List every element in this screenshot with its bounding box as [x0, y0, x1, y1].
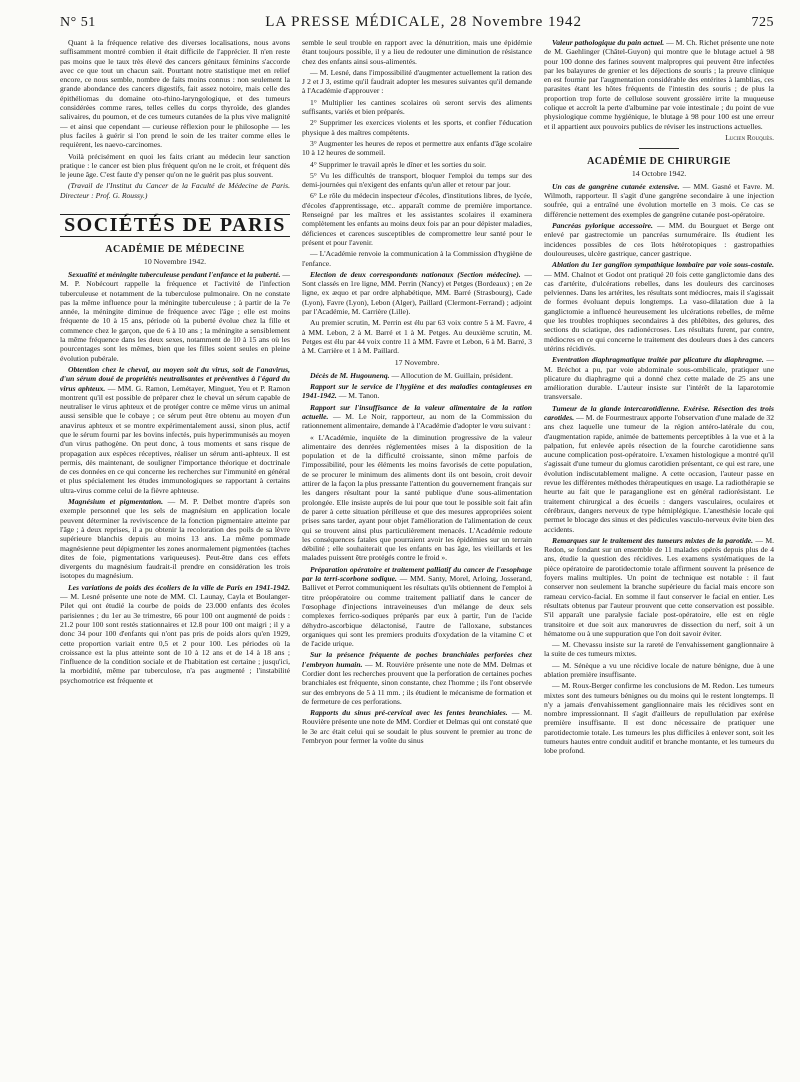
column-3: [544, 38, 774, 1078]
communication-text: — MM. G. Ramon, Lemétayer, Minguet, Yeu et P. Ramon montrent qu'il est possible de préparer chez le cheval un sérum capable de neutraliser le virus aphteux et de protéger contre ce même virus un animal aussi sensible que le cobaye ; ce sérum peut être obtenu au moyen d'un anavirus aphteux et se montre expérimentalement aussi, sinon plus, actif que le sérum fourni par les bovins infectés, puis hyperimmunisés au moyen d'un virus pathogène. On peut donc, à tous moments et sans risque de propagation aux espèces réceptives, réaliser un sérum anti-aphteux. Il est permis, dès maintenant, de souligner l'importance théorique et doctrinale de ces données en ce qui concerne les recherches sur l'immunité en général et plus spécialement les études immunologiques se rapportant à certains ultra-virus comme celui de la fièvre aphteuse.: [60, 383, 290, 495]
communication-title: Valeur pathologique du pain actuel.: [552, 38, 665, 47]
communication-text: — M. Bréchot a pu, par voie abdominale sous-ombilicale, pratiquer une plicature du diaphragme qui a donné chez cette malade de 25 ans une amélioration durable. L'auteur insiste sur l'intérêt de la laparotomie transversale.: [544, 355, 774, 402]
list-item: 1° Multiplier les cantines scolaires où seront servis des aliments suffisants, variés et bien préparés.: [302, 97, 532, 117]
communication-text: — Sont classés en 1re ligne, MM. Perrin (Nancy) et Petges (Bordeaux) ; en 2e ligne, ex æquo et par ordre alphabétique, MM. Barré (Strasbourg), Cade (Lyon), Favre (Lyon), Lebon (Alger), Paillard (Clermont-Ferrand) ; adjoint par l'Académie, M. Carrière (Lille).: [302, 269, 532, 317]
section-title: SOCIÉTÉS DE PARIS: [60, 214, 290, 237]
paragraph: — M. Sénèque a vu une récidive locale de nature bénigne, due à une ablation première insuffisante.: [544, 660, 774, 679]
communication: [544, 355, 774, 401]
communication: [302, 708, 532, 745]
quotation: « L'Académie, inquiète de la diminution progressive de la valeur alimentaire des denrées réglementées mises à la disposition de la population et de la difficulté croissante, sinon même parfois de l'impossibilité, pour les éléments les moins favorisés de cette population, de se procurer le minimum des aliments dont ils ont besoin, croit devoir attirer de la façon la plus pressante l'attention du gouvernement français sur les dangers résultant pour la santé publique d'une sous-alimentation prolongée. Elle insiste auprès de lui pour que tout le possible soit fait afin de parer à cette situation périlleuse et que des mesures appropriées soient prises sans tarder, ayant pour objet l'amélioration de l'alimentation de ceux qui se trouvent ainsi plus particulièrement menacés. L'Académie redoute les conséquences fatales que pourraient avoir les épidémies sur un terrain débilité ; elle souhaiterait que les enfants en bas âge, les vieillards et les malades puissent être protégés contre le froid ».: [302, 432, 532, 563]
credit-note: (Travail de l'Institut du Cancer de la Faculté de Médecine de Paris. Directeur : Prof. G. Roussy.): [60, 181, 290, 200]
communication: [544, 38, 774, 131]
list-item: 5° Vu les difficultés de transport, bloquer l'emploi du temps sur des demi-journées qui n'exigent des enfants qu'un aller et retour par jour.: [302, 170, 532, 190]
communication: [302, 650, 532, 706]
communication: [60, 365, 290, 495]
communication-text: — M. Redon, se fondant sur un ensemble de 11 malades opérés depuis plus de 4 ans, étudie la question des récidives. Les examens systématiques de la pièce opératoire de parotidectomie totale affirment souvent la présence de foyers malins multiples. Un point de technique est notable : il faut conserver non seulement la branche supérieure du facial mais encore son rameau cervico-facial. En somme il faut conserver le facial en entier. Les résultats obtenus par l'auteur prouvent que cette conservation est possible. S'il apparaît une paralysie faciale post-opératoire, elle est en règle transitoire et due soit aux manœuvres de dissection du nerf, soit à un hématome ou à une suppuration que l'on doit savoir éviter.: [544, 535, 774, 638]
communication-title: Décès de M. Hugounenq.: [310, 370, 390, 380]
paragraph: Au premier scrutin, M. Perrin est élu par 63 voix contre 5 à M. Favre, 4 à MM. Lebon, 2 à M. Barré et 1 à M. Petges. Au deuxième scrutin, M. Petges est élu par 44 voix contre 11 à MM. Favre et Lebon, 6 à M. Barré, 3 à M. Carrière et 1 à M. Paillard.: [302, 318, 532, 356]
session-date: 10 Novembre 1942.: [143, 256, 207, 266]
communication: [544, 260, 774, 353]
session-date: 14 Octobre 1942.: [631, 168, 687, 178]
communication: [544, 221, 774, 258]
paragraph: — M. Lesné, dans l'impossibilité d'augmenter actuellement la ration des J 2 et J 3, estime qu'il faudrait adopter les mesures suivantes qu'il demande à l'Académie d'approuver :: [302, 67, 532, 96]
academy-heading: ACADÉMIE DE MÉDECINE: [105, 244, 245, 256]
communication-title: Rapport sur l'insuffisance de la valeur alimentaire de la ration actuelle.: [302, 402, 532, 421]
communication-text: — M. Le Noir, rapporteur, au nom de la Commission du rationnement alimentaire, demande à l'Académie d'adopter le vœu suivant :: [302, 411, 532, 431]
list-item: 4° Supprimer le travail après le dîner et les sorties du soir.: [310, 159, 486, 169]
communication-text: — MM. Santy, Morel, Arloing, Josserand, Ballivet et Perrot communiquent les résultats qu'ils obtiennent de l'emploi à titre préopératoire ou comme traitement palliatif dans le cancer de l'œsophage d'injections intraveineuses d'un mélange de deux sels complexes ferrico-sodiques préparés par eux à partir, l'un de l'acide déhydro-ascorbique délactonisé, l'autre de l'alloxane, substances organiques qui sont les premiers produits d'oxydation de la vitamine C et de l'acide urique.: [302, 574, 532, 649]
communication-text: — M. P. Nobécourt rappelle la fréquence et l'activité de l'infection tuberculeuse et notamment de la tuberculose pulmonaire. On ne constate pas la même influence pour la méningite tuberculeuse ; à partir de la 7e année, la méningite diminue de fréquence avec l'âge ; elle est moins fréquente de 10 à 15 ans, période où la puberté évolue chez la fille et commence chez le garçon, que de 6 à 10 ans ; la méningite a sensiblement la même fréquence dans les deux sexes, notamment de 10 à 15 ans où les pourcentages sont les mêmes, bien que les filles soient seules en pleine évolution pubérale.: [60, 269, 290, 363]
communication-title: Rapport sur le service de l'hygiène et des maladies contagieuses en 1941-1942.: [302, 382, 532, 401]
communication-text: — MM. Chalnot et Godot ont pratiqué 20 fois cette ganglictomie dans des cas d'artérite, d'ulcérations rebelles, dans les douleurs des carcinoses pelviennes. Dans les artérites, les résultats sont médiocres, mais il s'agissait de formes évoluant depuis longtemps. La vaso-dilatation due à la ganglictomie a influencé heureusement les ulcérations rebelles, de même que les troubles trophiques secondaires à des phlébites, des gelures, des sections du sciatique, des radionécroses. Les résultats furent, par contre, médiocres en ce qui concerne le traitement des douleurs dues à des cancers utérins récidivés.: [544, 269, 774, 353]
communication: [60, 583, 290, 685]
column-2: [302, 38, 532, 1078]
communication-title: Election de deux correspondants nationaux (Section médecine).: [310, 269, 521, 279]
communication: [302, 403, 532, 431]
communication-title: Remarques sur le traitement des tumeurs mixtes de la parotide.: [552, 535, 754, 545]
columns: [60, 38, 774, 1078]
communication: [302, 270, 532, 316]
communication-text: — MM. du Bourguet et Berge ont enlevé par gastrectomie un pancréas surnuméraire. Ils étudient les incidences possibles de ces îlots hétérotopiques : gastropathies douloureuses, ulcère gastrique, cancer gastrique.: [544, 221, 774, 258]
communication-title: Sur la présence fréquente de poches branchiales perforées chez l'embryon humain.: [302, 650, 532, 669]
communication-title: Sexualité et méningite tuberculeuse pendant l'enfance et la puberté.: [68, 269, 281, 279]
paragraph: semble le seul trouble en rapport avec la dénutrition, mais une épidémie étant toujours possible, il y a lieu de redouter une diminution de résistance chez des enfants ainsi sous-alimentés.: [302, 38, 532, 66]
communication-text: — M. Tanon.: [338, 391, 380, 401]
communication: [302, 371, 532, 380]
communication: [302, 382, 532, 401]
communication-title: Eventration diaphragmatique traitée par plicature du diaphragme.: [552, 355, 764, 365]
communication-text: — MM. Gasné et Favre. M. Wilmoth, rapporteur. Il s'agit d'une gangrène secondaire à une injection soufrée, qui a entraîné une évolution mortelle en 3 mois. Ce cas se différencie nettement des exemples de gangrène cutanée post-opératoire.: [544, 181, 774, 219]
communication-text: — M. Ch. Richet présente une note de M. Gaehlinger (Châtel-Guyon) qui montre que le blutage actuel à 98 pour 100 donne des farines souvent malpropres qui peuvent être infectées par les balayures de grenier et les déjections de souris ; la preuve clinique en est fournie par l'augmentation considérable des entérites à lamblias, ces parasites étant les hôtes fréquents de l'intestin des souris ; de plus la proportion trop forte de cellulose souvent grossière irrite la muqueuse colique et accroît la perte d'albumine par voie intestinale ; du point de vue physiologique comme hygiénique, le blutage à 98 pour 100 est une erreur et il appartient aux pouvoirs publics de réviser les instructions actuelles.: [544, 38, 774, 131]
communication-text: — Allocution de M. Guillain, président.: [391, 370, 513, 380]
communication-text: — M. Lesné présente une note de MM. Cl. Launay, Cayla et Boulanger-Pilet qui ont étudié la courbe de poids de 23.000 enfants des écoles parisiennes ; du 1er au 3e trimestre, 66 pour 100 ont augmenté de poids : 21.2 pour 100 sont restés stationnaires et 12.8 pour 100 ont maigri ; il y a donc 34 pour 100 d'enfants qui n'ont pas pris de poids alors qu'en 1929, cette proportion variait entre 0,5 et 2 pour 100. Les périodes où la croissance est la plus atteinte sont de 10 à 12 ans et de 14 à 18 ans ; l'influence de la condition sociale et de l'habitation est certaine ; jusqu'ici, la morbidité, même par tuberculose, n'a pas augmenté ; l'instabilité psychomotrice est fréquente et: [60, 592, 290, 685]
paragraph: — M. Roux-Berger confirme les conclusions de M. Redon. Les tumeurs mixtes sont des tumeurs bénignes ou du moins qui le restent longtemps. Il n'y a jamais d'envahissement ganglionnaire mais les récidives sont en nombre impressionnant. Il s'agit d'ailleurs de repullulation par exérèse première insuffisante. Il est donc nécessaire de pratiquer une parotidectomie totale. Les tumeurs les plus difficiles à enlever sont, soit les tumeurs hautes entre conduit auditif et branche montante, et les tumeurs du lobe profond.: [544, 681, 774, 756]
communication-title: Obtention chez le cheval, au moyen soit du virus, soit de l'anavirus, d'un sérum doué de propriétés neutralisantes et préventives à l'égard du virus aphteux.: [60, 364, 290, 393]
communication-text: — M. P. Delbet montre d'après son exemple personnel que les sels de magnésium en application locale peuvent déterminer la reviviscence de la fonction pigmentaire atteinte par l'âge ; à deux reprises, il a pu obtenir la recoloration des poils de sa lèvre supérieure blanchis depuis au moins 13 ans. La même pommade magnésienne peut dépigmenter les zones anormalement pigmentées (taches dites de foie, pigmentations variqueuses). Peut-être dans ces effets divergents du magnésium faudrait-il prendre en considération les trois isotopes du magnésium.: [60, 497, 290, 581]
communication: [544, 536, 774, 638]
communication-title: Magnésium et pigmentation.: [68, 497, 163, 507]
communication-title: Rapports du sinus pré-cervical avec les fentes branchiales.: [310, 708, 508, 718]
list-item: 2° Supprimer les exercices violents et les sports, et confier l'éducation physique à des maîtres compétents.: [302, 118, 532, 137]
page-header: [60, 14, 774, 36]
communication: [60, 270, 290, 363]
journal-title: LA PRESSE MÉDICALE, 28 Novembre 1942: [265, 14, 583, 30]
communication-text: — M. Rouvière présente une note de MM. Cordier et Delmas qui ont constaté que le 3e arc était celui qui se soudait le plus souvent le premier au tronc de l'embryon pour fermer la voûte du sinus: [302, 708, 532, 746]
list-item: 3° Augmenter les heures de repos et permettre aux enfants d'âge scolaire 10 à 12 heures de sommeil.: [302, 138, 532, 158]
paragraph: — L'Académie renvoie la communication à la Commission d'hygiène de l'enfance.: [302, 249, 532, 268]
list-item: 6° Le rôle du médecin inspecteur d'écoles, d'institutions libres, de lycée, d'écoles d'apprentissage, etc.. apparaît comme de première importance. Renseigné par les maîtres et les assistantes scolaires il examinera complètement les enfants au moins deux fois par an pour dépister maladies, déficiences et carences susceptibles de compromettre leur santé pour le présent et pour l'avenir.: [302, 191, 532, 247]
communication-title: Ablation du 1er ganglion sympathique lombaire par voie sous-costale.: [552, 260, 774, 270]
communication: [544, 182, 774, 219]
session-date: 17 Novembre.: [394, 357, 440, 367]
communication: [60, 497, 290, 581]
issue-number: N° 51: [60, 15, 96, 30]
paragraph: Quant à la fréquence relative des diverses localisations, nous avons suffisamment montré combien il était difficile de l'apprécier. Il n'en reste pas moins que le taux très élevé des cancers génitaux féminins s'accorde avec ce que tout un chacun sait. Pourtant notre statistique met en relief encore, ce nous semble, nombre de faits moins connus : non seulement la grande abondance des cancers digestifs, fait assez notoire, mais celle des épithéliomas du domaine oto-rhino-laryngologique, et des tumeurs considérées comme rares, telles celles du corps thyroïde, des glandes salivaires, du poumon, et de ces tumeurs cutanées de la plus vive malignité — et ainsi que cependant — curieuse réflexion pour le philosophe — les plus faciles à guérir si l'on prend le soin de les traiter comme elles le requièrent, les naevo-carcinomes.: [60, 38, 290, 150]
communication-text: — M. de Fourmestraux apporte l'observation d'une malade de 32 ans chez laquelle une tumeur de la région antéro-latérale du cou, d'augmentation rapide, animée de battements perceptibles à la vue et à la palpation, fut enlevée après résection de la fourche carotidienne sans aucune complication post-opératoire. L'examen histologique a montré qu'il s'agissait d'une tumeur du glomus carotidien présentant, ce qui est rare, une évolution indiscutablement maligne. A cette occasion, l'auteur passe en revue les différentes méthodes thérapeutiques en usage. La radiothérapie se heurte au fait que le paraganglione est en général radiorésistant. Le traitement chirurgical a des écueils : dangers vasculaires, oculaires et cérébraux, dangers nerveux de type hémiplégique. L'anesthésie locale qui permet le blocage des sinus et des pédicules vasculo-nerveux évite bien des accidents.: [544, 412, 774, 534]
academy-heading: ACADÉMIE DE CHIRURGIE: [587, 156, 731, 168]
column-1: [60, 38, 290, 1078]
communication: [544, 404, 774, 534]
communication-title: Préparation opératoire et traitement palliatif du cancer de l'œsophage par la terri-scorbone sodique.: [302, 564, 532, 584]
communication-title: Pancréas pylorique accessoire.: [552, 221, 653, 231]
divider: [639, 148, 679, 149]
paragraph: Voilà précisément en quoi les faits criant au médecin leur sanction pratique : le cancer est bien plus fréquent qu'on ne le croit, et fréquent dès le jeune âge. C'est faute d'y penser qu'on ne le guérit pas plus souvent.: [60, 151, 290, 180]
communication-text: — M. Rouvière présente une note de MM. Delmas et Cordier dont les recherches prouvent que la perforation de certaines poches branchiales est fréquente, sinon constante, chez l'homme ; ils l'ont observée sur des embryons de 5 à 11 mm. ; ils étudient le mécanisme de formation et de fermeture de ces perforations.: [302, 659, 532, 706]
communication-title: Un cas de gangrène cutanée extensive.: [552, 181, 680, 191]
communication-title: Tumeur de la glande intercarotidienne. Exérèse. Résection des trois carotides.: [544, 403, 774, 422]
paragraph: — M. Chevassu insiste sur la rareté de l'envahissement ganglionnaire à la suite de ces tumeurs mixtes.: [544, 640, 774, 659]
communication: [302, 565, 532, 649]
communication-title: Les variations de poids des écoliers de la ville de Paris en 1941-1942.: [68, 582, 290, 592]
page-number: 725: [751, 15, 774, 30]
author-signature: Lucien Rouquès.: [725, 132, 774, 142]
